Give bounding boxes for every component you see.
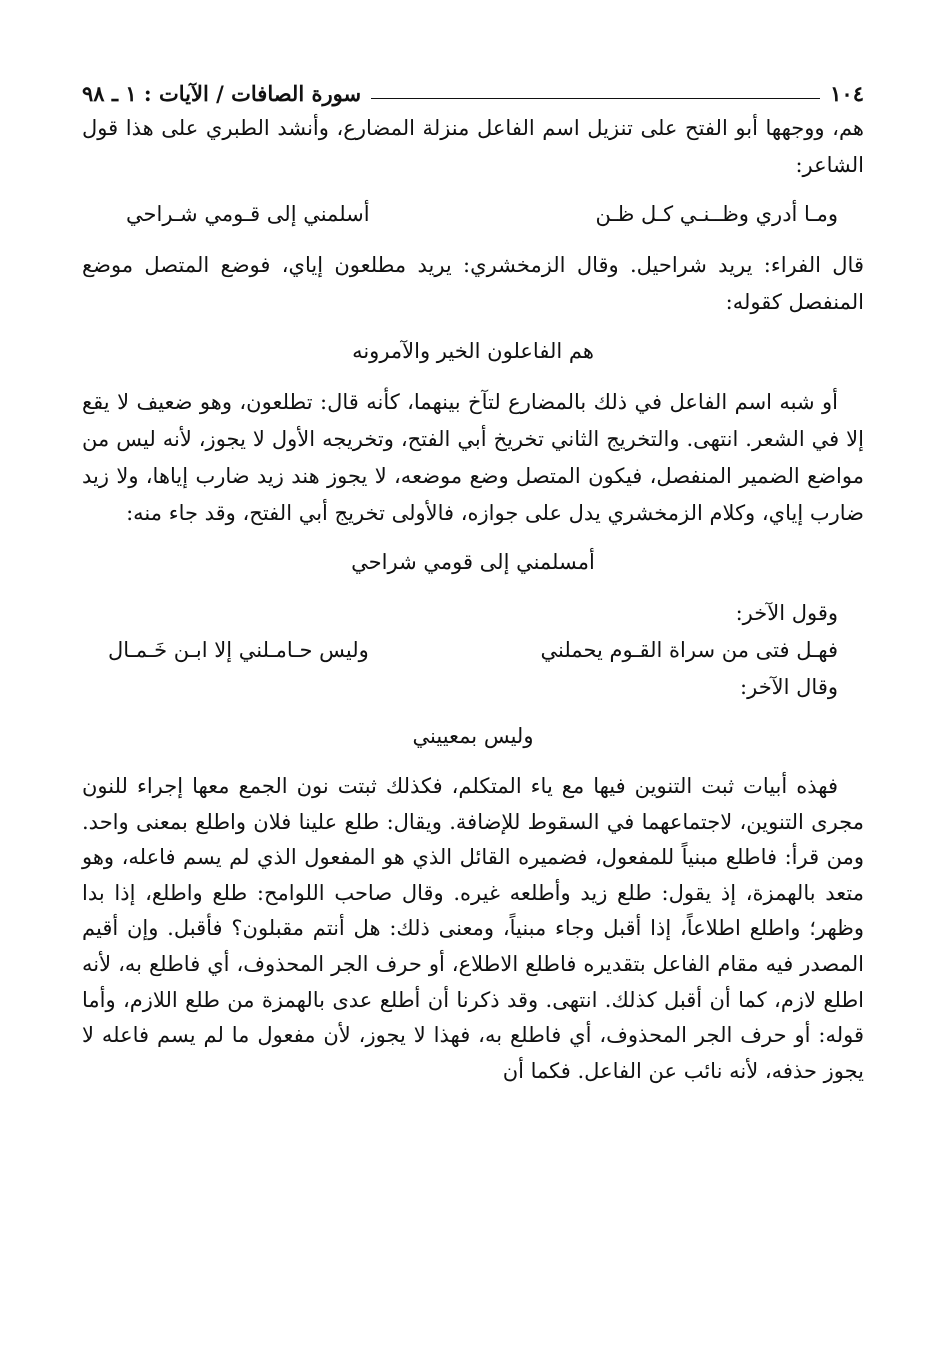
paragraph-2: قال الفراء: يريد شراحيل. وقال الزمخشري: يريد مطلعون إياي، فوضع المتصل موضع المنفصل كقوله: bbox=[82, 253, 864, 314]
running-header bbox=[82, 70, 864, 104]
label-another-poet-2: وقال الآخر: bbox=[740, 675, 838, 699]
quoted-line-3: وليس بمعييني bbox=[412, 724, 534, 748]
quoted-line-2: أمسلمني إلى قومي شراحي bbox=[351, 550, 595, 574]
verse-1-first-hemistich: ومـا أدري وظــنـي كـل ظـن bbox=[595, 202, 838, 226]
quoted-line-1: هم الفاعلون الخير والآمرونه bbox=[352, 339, 594, 363]
verse-2 bbox=[82, 632, 864, 669]
running-title: سورة الصافات / الآيات : ١ ـ ٩٨ bbox=[82, 81, 362, 106]
header-rule bbox=[371, 98, 820, 99]
paragraph-1: هم، ووجهها أبو الفتح على تنزيل اسم الفاعل منزلة المضارع، وأنشد الطبري على هذا قول الشاعر: bbox=[82, 116, 864, 177]
page-number: ١٠٤ bbox=[830, 81, 864, 106]
verse-2-second-hemistich: وليس حـامـلني إلا ابـن خَـمـال bbox=[108, 638, 369, 662]
verse-2-first-hemistich: فهـل فتى من سراة القـوم يحملني bbox=[540, 638, 838, 662]
page-body bbox=[82, 110, 864, 1089]
verse-1 bbox=[82, 196, 864, 233]
paragraph-4: فهذه أبيات ثبت التنوين فيها مع ياء المتكلم، فكذلك ثبتت نون الجمع معها إجراء للنون مجرى التنوين، لاجتماعهما في السقوط للإضافة. ويقال: طلع علينا فلان واطلع بمعنى واحد. ومن قرأ: فاطلع مبنياً للمفعول، فضميره القائل الذي هو المفعول الذي لم يسم فاعله، وهو متعد بالهمزة، إذ يقول: طلع زيد وأطلعه غيره. وقال صاحب اللوامح: طلع واطلع، إذا بدا وظهر؛ واطلع اطلاعاً، إذا أقبل وجاء مبنياً، ومعنى ذلك: هل أنتم مقبلون؟ فأقبل. وإن أقيم المصدر فيه مقام الفاعل بتقديره فاطلع الاطلاع، أو حرف الجر المحذوف، أي فاطلع به، لأنه اطلع لازم، كما أن أقبل كذلك. انتهى. وقد ذكرنا أن أطلع عدى بالهمزة من طلع اللازم، وأما قوله: أو حرف الجر المحذوف، أي فاطلع به، فهذا لا يجوز، لأن مفعول ما لم يسم فاعله لا يجوز حذفه، لأنه نائب عن الفاعل. فكما أن bbox=[82, 774, 864, 1083]
label-another-poet-1: وقول الآخر: bbox=[735, 601, 838, 625]
verse-1-second-hemistich: أسلمني إلى قـومي شـراحي bbox=[126, 202, 370, 226]
paragraph-3: أو شبه اسم الفاعل في ذلك بالمضارع لتآخ بينهما، كأنه قال: تطلعون، وهو ضعيف لا يقع إلا في الشعر. انتهى. والتخريج الثاني تخريخ أبي الفتح، وتخريجه الأول لا يجوز، لأنه ليس من مواضع الضمير المنفصل، فيكون المتصل وضع موضعه، لا يجوز هند زيد ضارب إياها، ولا زيد ضارب إياي، وكلام الزمخشري يدل على جوازه، فالأولى تخريج أبي الفتح، وقد جاء منه: bbox=[82, 390, 864, 525]
